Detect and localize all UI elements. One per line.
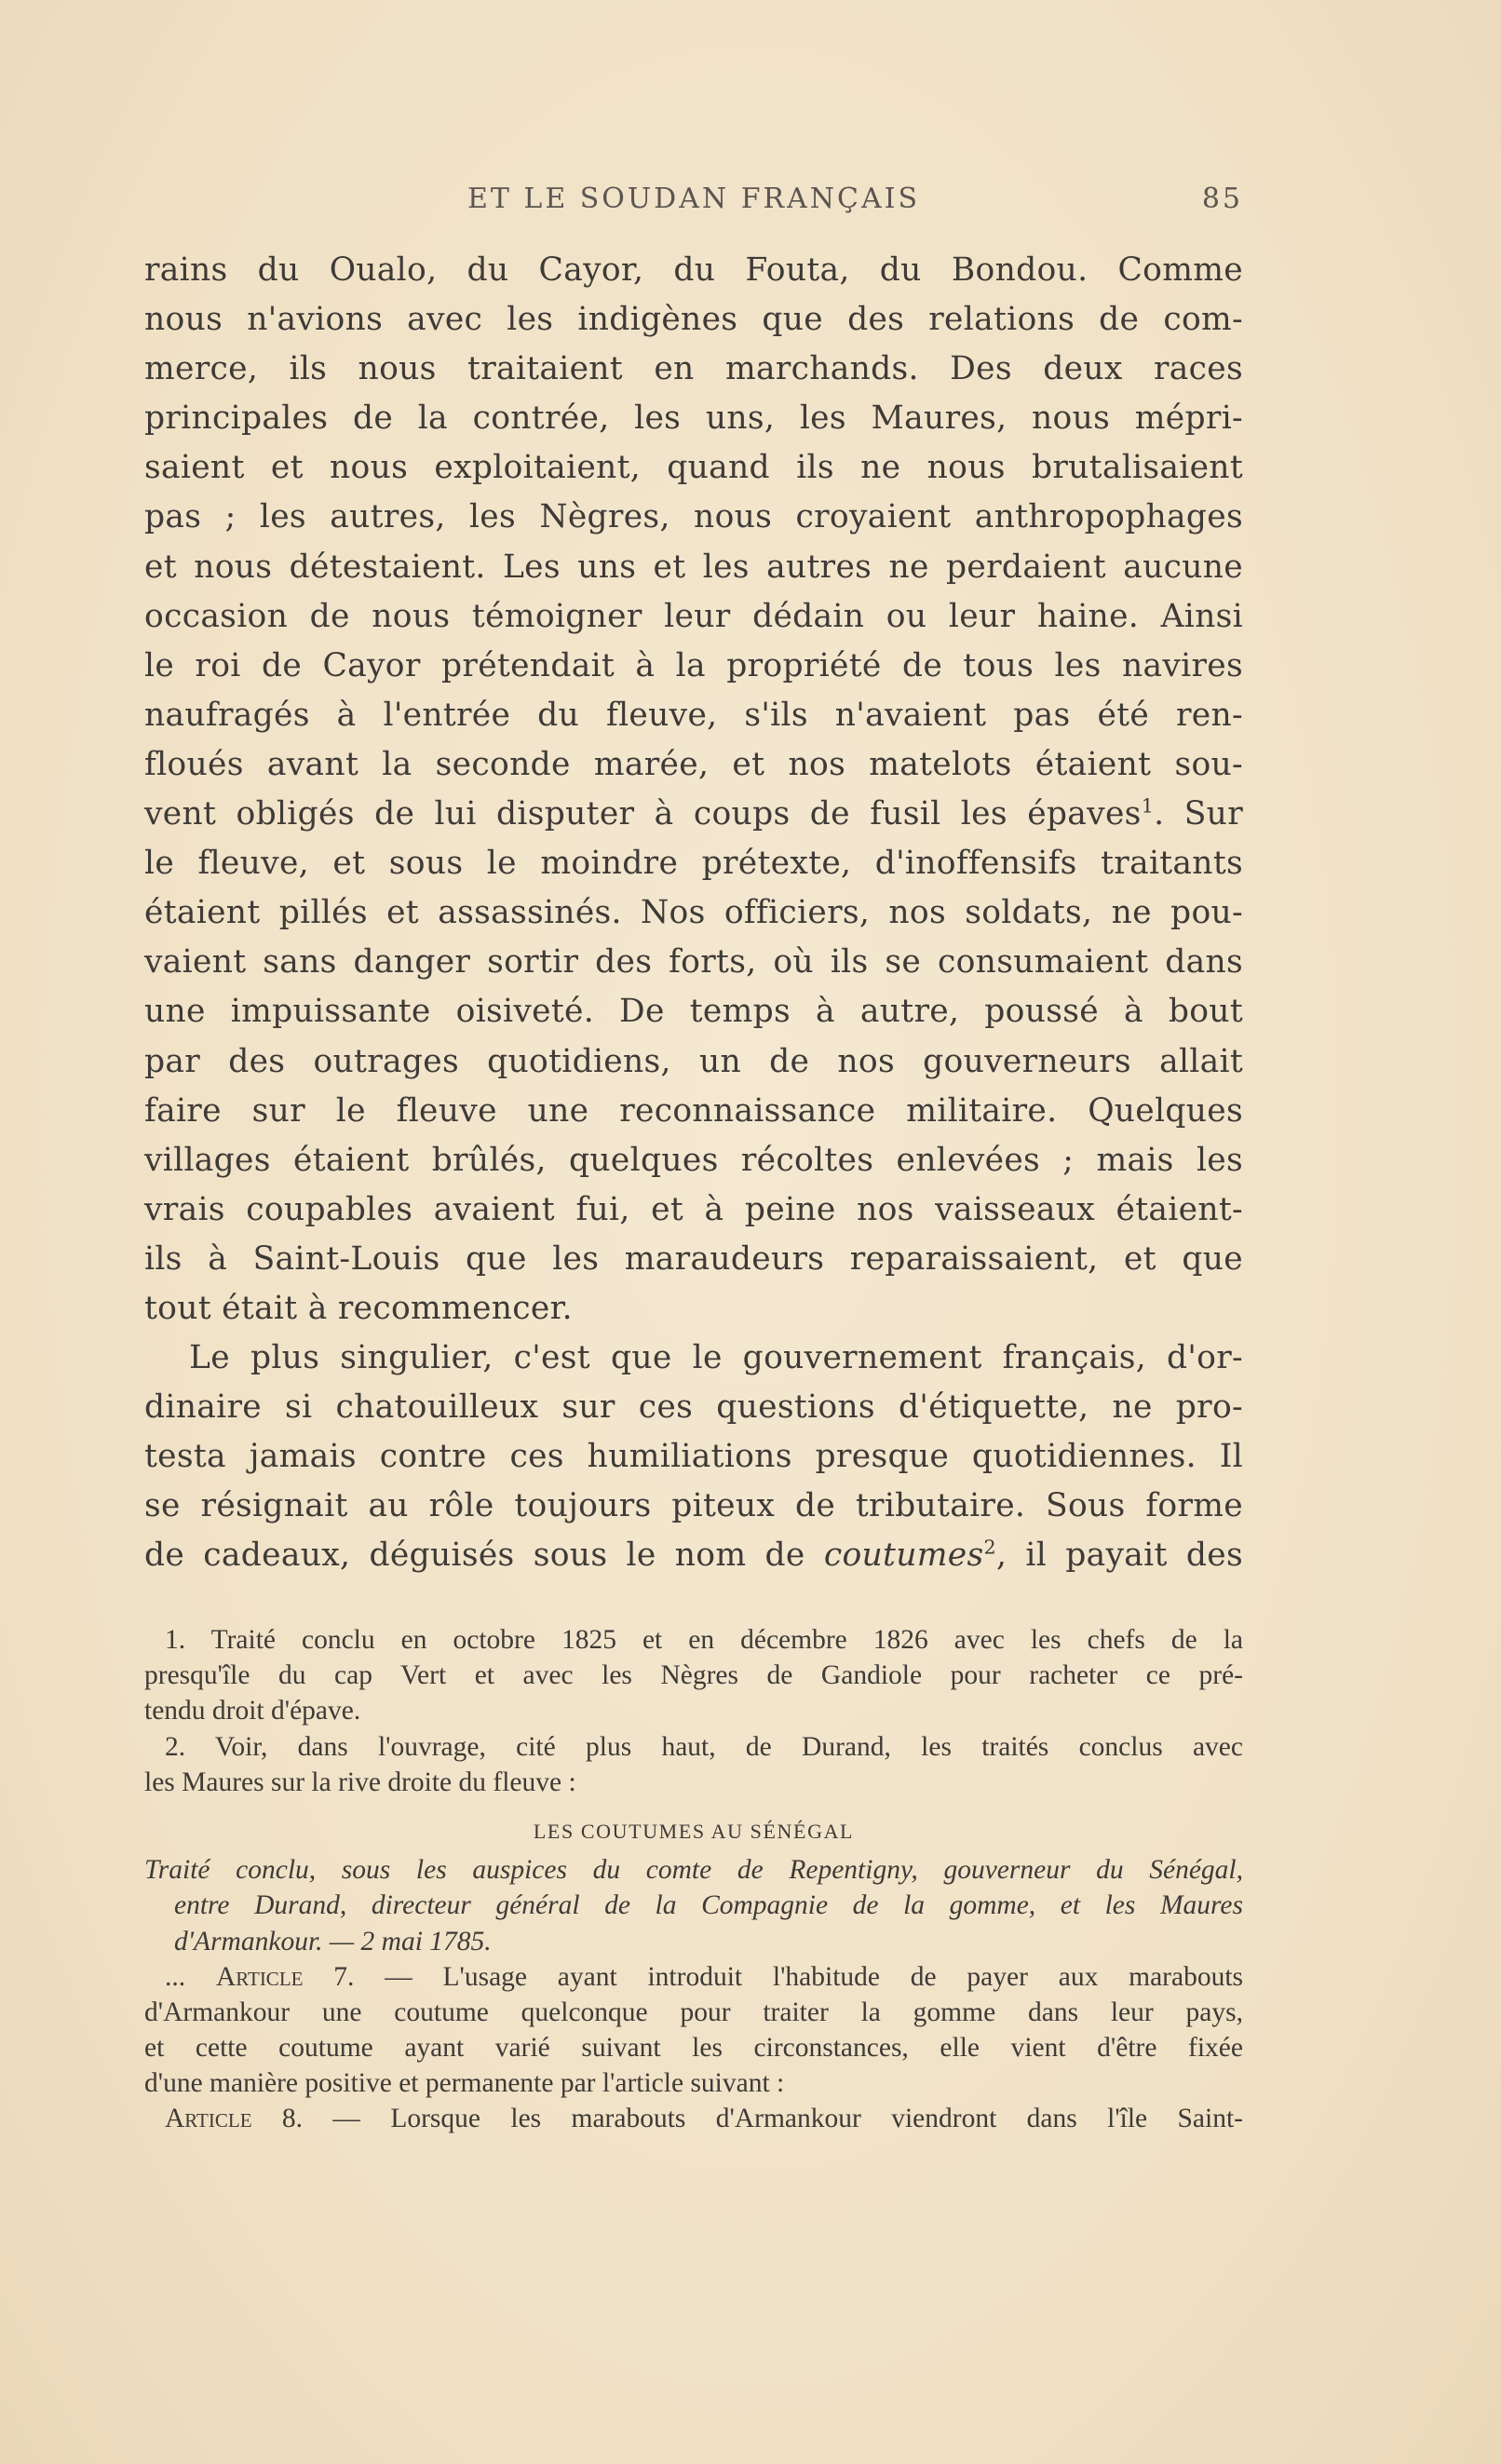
footnote-2-line: les Maures sur la rive droite du fleuve : [144,1767,576,1797]
article-7-line: d'Armankour une coutume quelconque pour traiter la gomme dans leur pays, [144,1997,1243,2027]
text-line: le fleuve, et sous le moindre prétexte, d'inoffensifs traitants [144,845,1243,883]
article-7-label: Article 7. [215,1961,355,1992]
article-7-line: d'une manière positive et permanente par l'article suivant : [144,2068,785,2099]
text-segment: ... [165,1961,216,1992]
text-segment: de cadeaux, déguisés sous le nom de [144,1537,805,1575]
footnote-heading: LES COUTUMES AU SÉNÉGAL [533,1819,855,1843]
text-line: le roi de Cayor prétendait à la propriété de tous les navires [144,646,1243,684]
text-line: étaient pillés et assassinés. Nos officiers, nos soldats, ne pou- [144,894,1243,932]
footnote-1-line: presqu'île du cap Vert et avec les Nègres de Gandiole pour racheter ce pré- [144,1660,1243,1691]
treaty-title-line: d'Armankour. — 2 mai 1785. [174,1926,492,1956]
text-line: et nous détestaient. Les uns et les autres ne perdaient aucune [144,548,1243,586]
page-number: 85 [1201,183,1243,215]
text-line-with-footnote-ref [144,790,1243,839]
footnotes [144,1622,1243,2137]
text-line: vaient sans danger sortir des forts, où ils se consumaient dans [144,943,1243,982]
footnote-ref-2[interactable]: 2 [983,1536,996,1559]
italic-term: coutumes [823,1537,984,1575]
text-line: principales de la contrée, les uns, les Maures, nous mépri- [144,399,1243,438]
footnote-ref-1[interactable]: 1 [1141,794,1155,818]
text-line: faire sur le fleuve une reconnaissance militaire. Quelques [144,1091,1243,1130]
article-7-line: et cette coutume ayant varié suivant les circonstances, elle vient d'être fixée [144,2033,1243,2064]
text-line: pas ; les autres, les Nègres, nous croyaient anthropophages [144,498,1243,536]
text-line: floués avant la seconde marée, et nos matelots étaient sou- [144,745,1243,783]
text-segment: — Lorsque les marabouts d'Armankour viendront dans l'île Saint- [303,2104,1243,2134]
text-line: une impuissante oisiveté. De temps à autre, poussé à bout [144,993,1243,1031]
text-line: naufragés à l'entrée du fleuve, s'ils n'avaient pas été ren- [144,696,1243,734]
text-line: ils à Saint-Louis que les maraudeurs reparaissaient, et que [144,1239,1243,1278]
text-line: nous n'avions avec les indigènes que des relations de com- [144,301,1243,339]
article-8-line [144,2101,1243,2136]
text-line: occasion de nous témoigner leur dédain ou leur haine. Ainsi [144,597,1243,635]
footnote-1-line: tendu droit d'épave. [144,1696,361,1726]
text-segment: . Sur [1154,795,1243,833]
footnote-1-line: 1. Traité conclu en octobre 1825 et en décembre 1826 avec les chefs de la [165,1625,1243,1655]
text-line: tout était à recommencer. [144,1289,573,1327]
text-line-with-footnote-ref [144,1531,1243,1580]
text-line: testa jamais contre ces humiliations presque quotidiennes. Il [144,1438,1243,1476]
running-title: ET LE SOUDAN FRANÇAIS [467,183,921,215]
text-line: merce, ils nous traitaient en marchands. Des deux races [144,350,1243,388]
running-header [144,183,1243,225]
article-8-label: Article 8. [165,2104,304,2134]
text-line: rains du Oualo, du Cayor, du Fouta, du Bondou. Comme [144,251,1243,289]
article-7-line [144,1959,1243,1995]
footnote-2-line: 2. Voir, dans l'ouvrage, cité plus haut, de Durand, les traités conclus avec [165,1731,1243,1762]
text-line: Le plus singulier, c'est que le gouvernement français, d'or- [189,1339,1243,1377]
text-line: saient et nous exploitaient, quand ils ne nous brutalisaient [144,449,1243,487]
text-segment: , il payait des [995,1537,1243,1575]
main-text [144,246,1243,1581]
treaty-title-line: entre Durand, directeur général de la Compagnie de la gomme, et les Maures [174,1890,1243,1921]
text-segment: vent obligés de lui disputer à coups de fusil les épaves [144,795,1142,833]
text-segment: — L'usage ayant introduit l'habitude de payer aux marabouts [354,1961,1244,1992]
text-line: se résignait au rôle toujours piteux de tributaire. Sous forme [144,1487,1243,1525]
text-line: villages étaient brûlés, quelques récoltes enlevées ; mais les [144,1141,1243,1179]
text-line: vrais coupables avaient fui, et à peine nos vaisseaux étaient- [144,1190,1243,1228]
text-line: par des outrages quotidiens, un de nos gouverneurs allait [144,1042,1243,1080]
treaty-title-line: Traité conclu, sous les auspices du comte de Repentigny, gouverneur du Sénégal, [144,1855,1243,1886]
text-line: dinaire si chatouilleux sur ces questions d'étiquette, ne pro- [144,1388,1243,1427]
